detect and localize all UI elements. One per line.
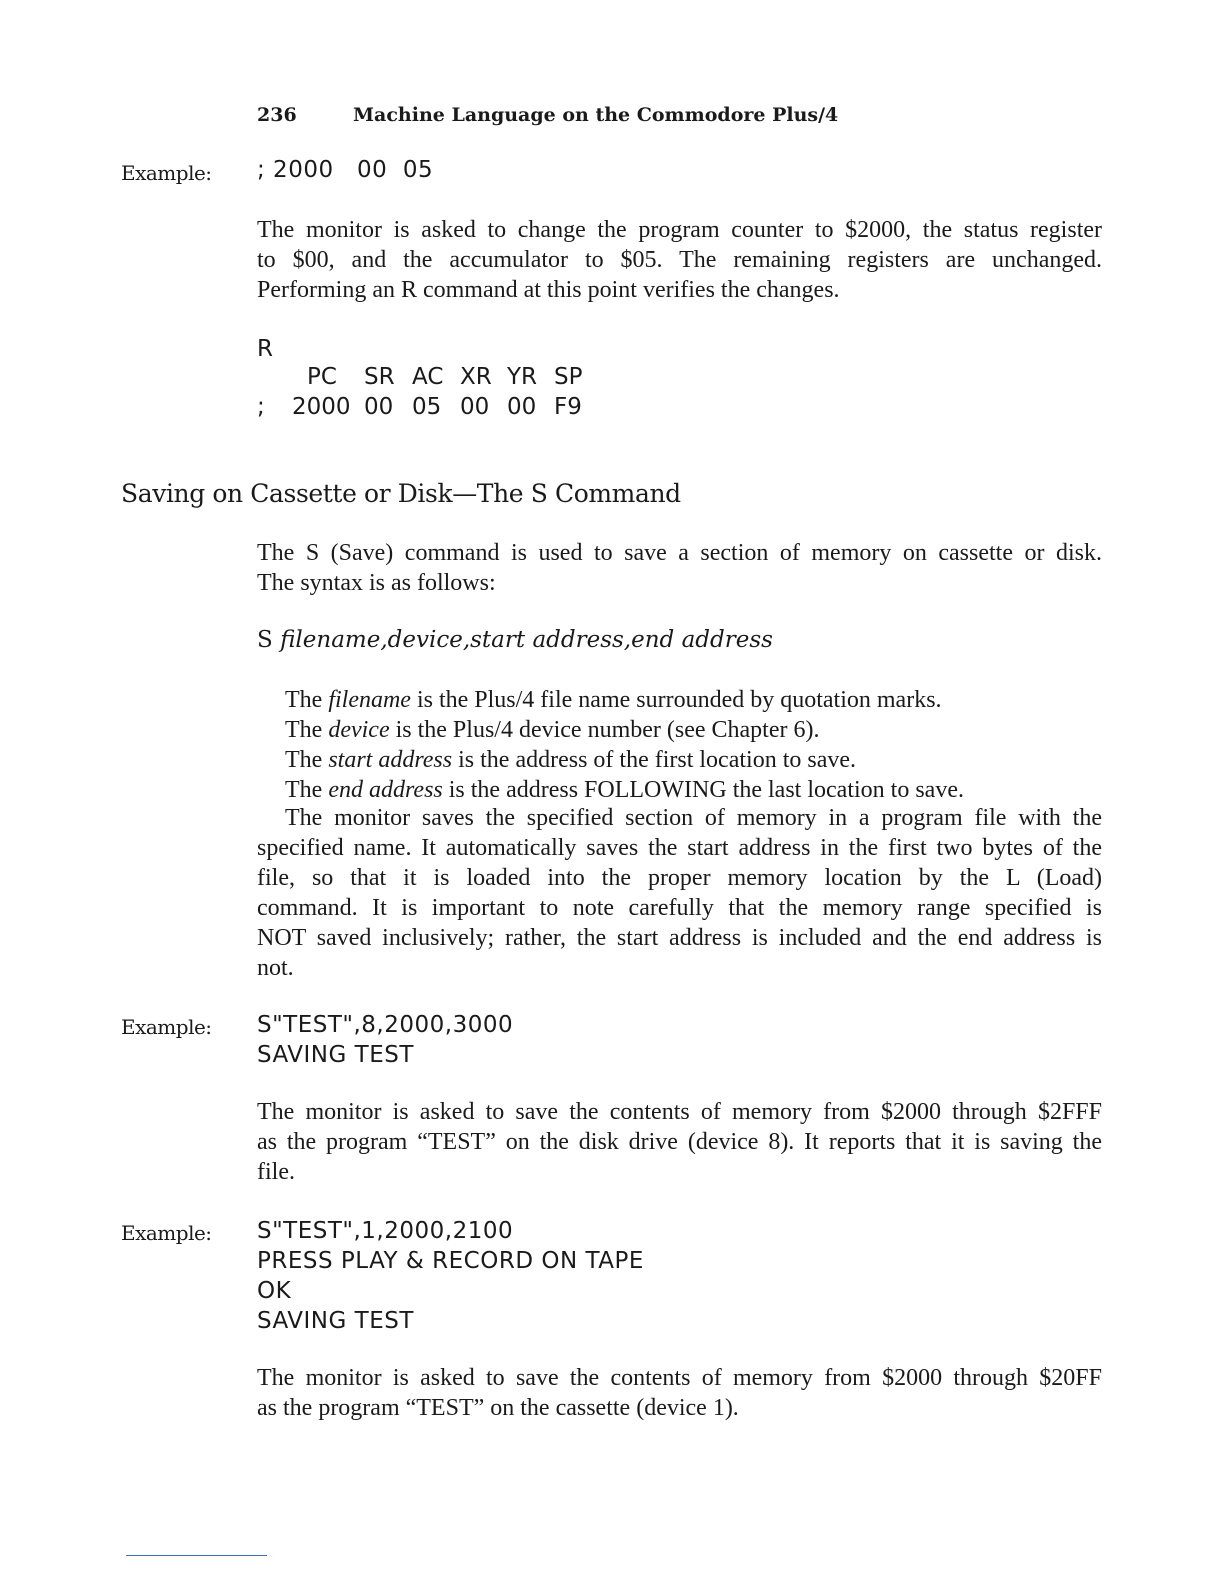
definition-post: is the address of the first location to save. (452, 747, 857, 773)
example-command: ; 2000 00 05 (257, 157, 434, 183)
body-line: not. (257, 955, 294, 981)
code-line: OK (257, 1278, 292, 1304)
register-value-row (257, 394, 617, 424)
description-line: The monitor is asked to save the contents of memory from $2000 through $20FF (257, 1365, 1102, 1391)
example-description (257, 215, 1102, 305)
definition-post: is the Plus/4 file name surrounded by quotation marks. (410, 687, 942, 713)
definition-pre: The (285, 777, 329, 803)
description-line: Performing an R command at this point verifies the changes. (257, 277, 840, 303)
register-header-yr: YR (507, 364, 538, 390)
register-value-ac: 05 (412, 394, 442, 420)
register-value-xr: 00 (460, 394, 490, 420)
body-line: specified name. It automatically saves the start address in the first two bytes of the (257, 835, 1102, 861)
code-line: S"TEST",1,2000,2100 (257, 1218, 514, 1244)
example-label: Example: (121, 1221, 212, 1245)
example-description (257, 1363, 1102, 1423)
section-body (257, 803, 1102, 983)
register-header-xr: XR (460, 364, 492, 390)
intro-line: The syntax is as follows: (257, 570, 496, 596)
body-line: NOT saved inclusively; rather, the start address is included and the end address is (257, 925, 1102, 951)
definition-term: device (328, 717, 390, 743)
syntax-line (257, 627, 773, 653)
register-value-sr: 00 (364, 394, 394, 420)
register-value-pc: 2000 (292, 394, 351, 420)
definition-post: is the address FOLLOWING the last location to save. (442, 777, 964, 803)
r-command: R (257, 336, 274, 362)
definition-pre: The (285, 717, 329, 743)
definition-pre: The (285, 687, 329, 713)
description-line: as the program “TEST” on the cassette (device 1). (257, 1395, 739, 1421)
body-line: The monitor saves the specified section of memory in a program file with the (285, 805, 1102, 831)
syntax-prefix: S (257, 627, 281, 653)
register-header-sp: SP (554, 364, 583, 390)
register-header-ac: AC (412, 364, 444, 390)
section-heading: Saving on Cassette or Disk—The S Command (121, 479, 681, 508)
body-line: command. It is important to note carefully that the memory range specified is (257, 895, 1102, 921)
example-code-block (257, 1216, 644, 1336)
description-line: The monitor is asked to save the contents of memory from $2000 through $2FFF (257, 1099, 1102, 1125)
intro-line: The S (Save) command is used to save a section of memory on cassette or disk. (257, 540, 1102, 566)
register-value-yr: 00 (507, 394, 537, 420)
code-line: SAVING TEST (257, 1308, 414, 1334)
definition-term: start address (328, 747, 453, 773)
register-header-sr: SR (364, 364, 395, 390)
body-line: file, so that it is loaded into the proper memory location by the L (Load) (257, 865, 1102, 891)
register-header-row (257, 364, 617, 394)
definition-pre: The (285, 747, 329, 773)
description-line: file. (257, 1159, 295, 1185)
definition-item (285, 715, 964, 745)
syntax-args: filename,device,start address,end address (280, 627, 773, 653)
description-line: as the program “TEST” on the disk drive (device 8). It reports that it is saving the (257, 1129, 1102, 1155)
register-prefix: ; (257, 394, 265, 420)
code-line: S"TEST",8,2000,3000 (257, 1012, 514, 1038)
definitions-list (285, 685, 964, 805)
description-line: to $00, and the accumulator to $05. The remaining registers are unchanged. (257, 247, 1102, 273)
example-label: Example: (121, 161, 212, 185)
example-description (257, 1097, 1102, 1187)
register-header-pc: PC (307, 364, 337, 390)
page-number: 236 (257, 104, 297, 126)
code-line: PRESS PLAY & RECORD ON TAPE (257, 1248, 644, 1274)
definition-term: filename (328, 687, 411, 713)
description-line: The monitor is asked to change the program counter to $2000, the status register (257, 217, 1102, 243)
register-value-sp: F9 (554, 394, 582, 420)
definition-item (285, 745, 964, 775)
running-header-title: Machine Language on the Commodore Plus/4 (353, 104, 839, 126)
code-line: SAVING TEST (257, 1042, 414, 1068)
example-label: Example: (121, 1015, 212, 1039)
definition-post: is the Plus/4 device number (see Chapter 6). (389, 717, 820, 743)
definition-term: end address (328, 777, 443, 803)
register-display (257, 364, 617, 424)
definition-item (285, 775, 964, 805)
definition-item (285, 685, 964, 715)
section-intro (257, 538, 1102, 598)
example-code-block (257, 1010, 513, 1070)
footer-rule (126, 1555, 267, 1556)
